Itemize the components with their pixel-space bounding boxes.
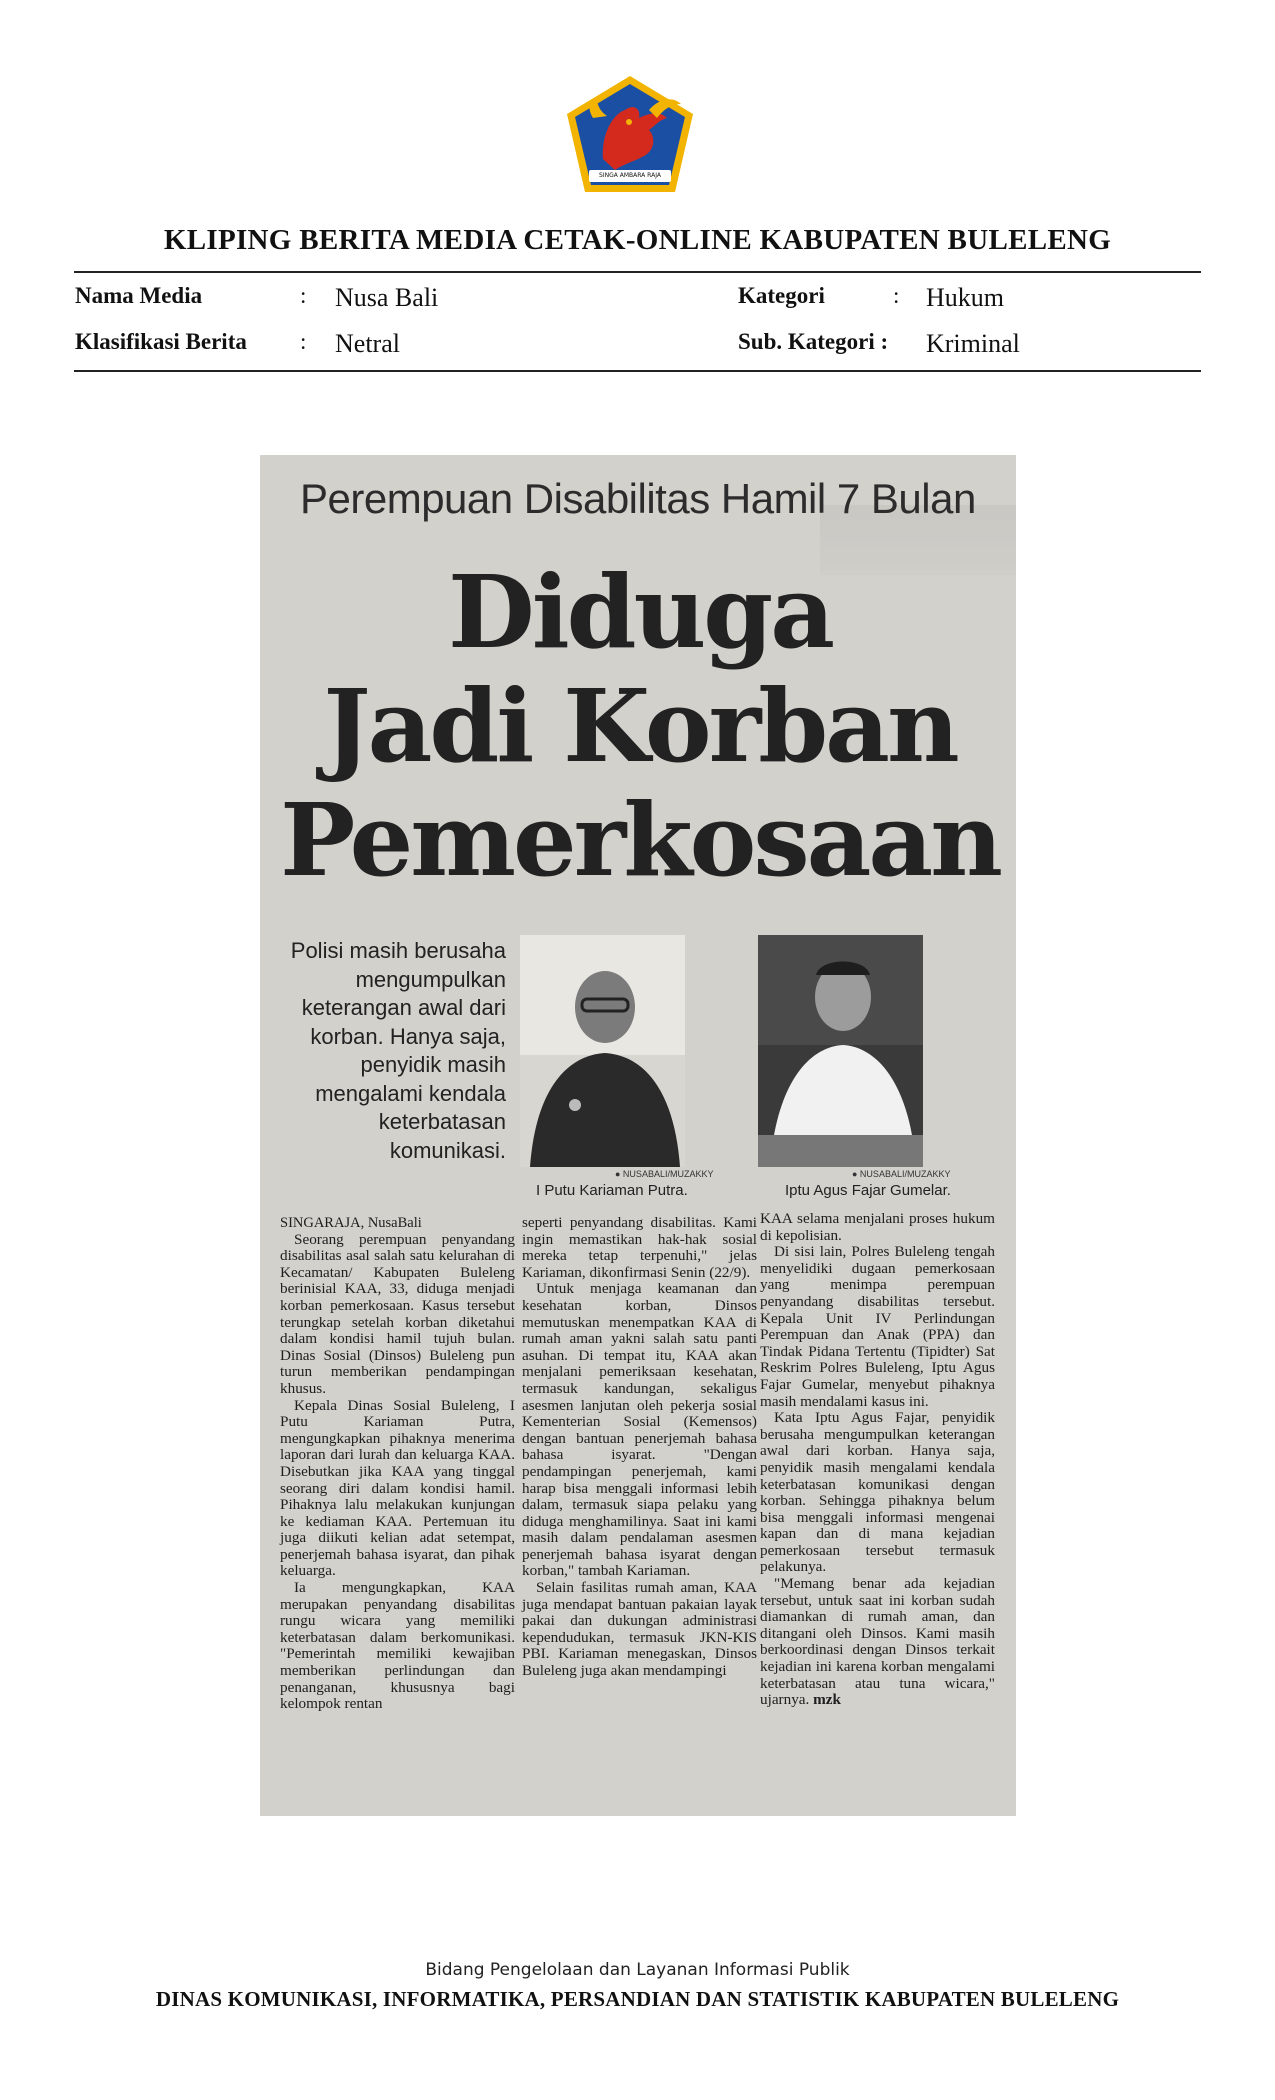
klasifikasi-label: Klasifikasi Berita (75, 329, 247, 354)
col3-paragraph: KAA selama menjalani proses hukum di kepolisian. (760, 1210, 995, 1244)
meta-row-sub-kategori (738, 329, 1198, 361)
article-headline (280, 555, 1000, 897)
kategori-value: Hukum (926, 283, 1004, 312)
headline-line-3: Pemerkosaan (280, 781, 1000, 899)
footer-division: Bidang Pengelolaan dan Layanan Informasi Publik (425, 1960, 850, 1980)
article-column-1 (280, 1215, 515, 1713)
header-divider-top (74, 271, 1201, 273)
document-title: KLIPING BERITA MEDIA CETAK-ONLINE KABUPATEN BULELENG (163, 224, 1112, 256)
col1-paragraph: Seorang perempuan penyandang disabilitas asal salah satu kelurahan di Kecamatan/ Kabupaten Buleleng berinisial KAA, 33, diduga menjadi korban pemerkosaan. Kasus tersebut terungkap setelah korban diketahui dalam kondisi hamil tujuh bulan. Dinas Sosial (Dinsos) Buleleng pun turun memberikan pendampingan khusus. (280, 1230, 515, 1397)
photo1-caption: I Putu Kariaman Putra. (536, 1182, 688, 1199)
klasifikasi-colon: : (300, 329, 307, 354)
col1-paragraph: Kepala Dinas Sosial Buleleng, I Putu Kariaman Putra, mengungkapkan pihaknya menerima laporan dari lurah dan keluarga KAA. Disebutkan jika KAA yang tinggal seorang diri dalam kondisi hamil. Pihaknya lalu melakukan kunjungan ke kediaman KAA. Pertemuan itu juga diikuti kelian adat setempat, penerjemah bahasa isyarat, dan pihak keluarga. (280, 1396, 515, 1580)
article-lead: Polisi masih berusaha mengumpulkan keterangan awal dari korban. Hanya saja, penyidik masih mengalami kendala keterbatasan komunikasi. (290, 938, 506, 1163)
col1-paragraph: Ia mengungkapkan, KAA merupakan penyandang disabilitas rungu wicara yang memiliki keterbatasan dalam berkomunikasi. "Pemerintah memiliki kewajiban memberikan perlindungan dan penanganan, khususnya bagi kelompok rentan (280, 1579, 515, 1713)
kategori-colon: : (893, 283, 900, 308)
col2-paragraph: seperti penyandang disabilitas. Kami ingin memastikan hak-hak sosial mereka tetap terpenuhi," jelas Kariaman, dikonfirmasi Senin (22/9). (522, 1214, 757, 1281)
article-kicker: Perempuan Disabilitas Hamil 7 Bulan (300, 475, 976, 522)
headline-line-2: Jadi Korban (323, 667, 957, 785)
headline-line-1: Diduga (447, 553, 833, 671)
photo1-credit: ● NUSABALI/MUZAKKY (615, 1169, 714, 1179)
regency-emblem-logo (563, 74, 697, 198)
col3-paragraph (760, 1576, 995, 1709)
nama-media-value: Nusa Bali (335, 283, 439, 312)
nama-media-colon: : (300, 283, 307, 308)
meta-row-kategori (738, 283, 1198, 315)
photo2-caption: Iptu Agus Fajar Gumelar. (785, 1182, 951, 1199)
col3-closing-quote: "Memang benar ada kejadian tersebut, untuk saat ini korban sudah diamankan di rumah aman, dan ditangani oleh Dinsos. Kami masih berkoordinasi dengan Dinsos terkait kejadian ini karena korban mengalami keterbatasan atau tuna wicara," ujarnya. (760, 1575, 995, 1709)
col2-paragraph: Selain fasilitas rumah aman, KAA juga mendapat bantuan pakaian layak pakai dan dukungan administrasi kependudukan, termasuk JKN-KIS PBI. Kariaman menegaskan, Dinsos Buleleng juga akan mendampingi (522, 1579, 757, 1680)
nama-media-label: Nama Media (75, 283, 203, 308)
meta-row-klasifikasi (75, 329, 655, 361)
article-column-2 (522, 1215, 757, 1680)
article-byline: SINGARAJA, NusaBali (280, 1215, 422, 1231)
photo2-credit: ● NUSABALI/MUZAKKY (852, 1169, 951, 1179)
newspaper-clipping (260, 455, 1016, 1816)
col3-paragraph: Di sisi lain, Polres Buleleng tengah menyelidiki dugaan pemerkosaan yang menimpa perempuan penyandang disabilitas tersebut. Kepala Unit IV Perlindungan Perempuan dan Anak (PPA) dan Tindak Pidana Tertentu (Tipidter) Sat Reskrim Polres Buleleng, Iptu Agus Fajar Gumelar, menyebut pihaknya masih mendalami kasus ini. (760, 1243, 995, 1410)
klasifikasi-value: Netral (335, 329, 400, 358)
photo-agus-fajar (758, 935, 923, 1167)
article-column-3 (760, 1211, 995, 1709)
emblem-text: SINGA AMBARA RAJA (599, 172, 661, 179)
meta-row-media (75, 283, 655, 315)
sub-kategori-value: Kriminal (926, 329, 1020, 358)
col2-paragraph: Untuk menjaga keamanan dan kesehatan korban, Dinsos memutuskan menempatkan KAA di rumah aman yakni salah satu panti asuhan. Di tempat itu, KAA akan menjalani pemeriksaan kesehatan, termasuk kandungan, sekaligus asesmen lanjutan oleh pekerja sosial Kementerian Sosial (Kemensos) dengan bantuan penerjemah bahasa bahasa isyarat. "Dengan pendampingan penerjemah, kami harap bisa menggali informasi lebih dalam, termasuk siapa pelaku yang diduga menghamilinya. Saat ini kami masih dalam pendalaman asesmen penerjemah bahasa isyarat dengan korban," tambah Kariaman. (522, 1280, 757, 1580)
col3-paragraph: Kata Iptu Agus Fajar, penyidik berusaha mengumpulkan keterangan awal dari korban. Hanya saja, penyidik masih mengalami kendala keterbatasan komunikasi dengan korban. Sehingga pihaknya belum bisa menggali informasi mengenai kapan dan di mana kejadian pemerkosaan tersebut termasuk pelakunya. (760, 1409, 995, 1576)
person-photo-icon (758, 935, 923, 1167)
sub-kategori-label: Sub. Kategori : (738, 329, 889, 354)
header-divider-bottom (74, 370, 1201, 372)
photo-kariaman (520, 935, 685, 1167)
footer-agency: DINAS KOMUNIKASI, INFORMATIKA, PERSANDIAN DAN STATISTIK KABUPATEN BULELENG (155, 1987, 1120, 2011)
author-signature: mzk (813, 1691, 841, 1709)
person-photo-icon (520, 935, 685, 1167)
kategori-label: Kategori (738, 283, 825, 308)
